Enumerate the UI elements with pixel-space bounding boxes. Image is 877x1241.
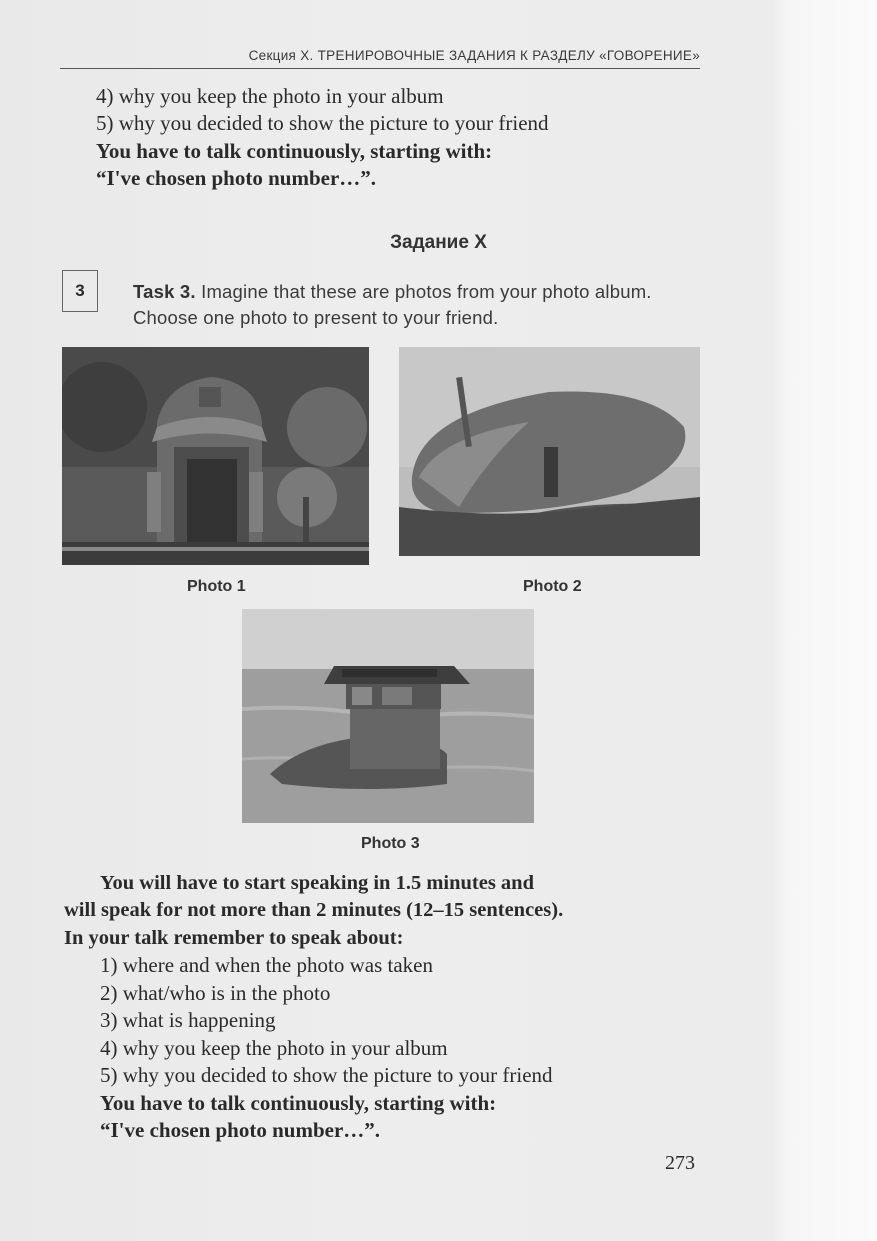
- bottom-item-1: 1) where and when the photo was taken: [100, 953, 433, 977]
- bottom-item-3: 3) what is happening: [100, 1008, 276, 1032]
- top-item-5: 5) why you decided to show the picture to your friend: [96, 111, 549, 135]
- photo-2: [399, 347, 700, 556]
- running-header: Секция X. ТРЕНИРОВОЧНЫЕ ЗАДАНИЯ К РАЗДЕЛУ «ГОВОРЕНИЕ»: [60, 48, 700, 69]
- photo-3: [242, 609, 534, 823]
- bottom-item-2: 2) what/who is in the photo: [100, 981, 331, 1005]
- top-instruction: You have to talk continuously, starting with:: [96, 139, 493, 163]
- task-text: Imagine that these are photos from your photo album. Choose one photo to present to your friend.: [133, 281, 652, 328]
- bottom-instruction: You have to talk continuously, starting with:: [100, 1091, 497, 1115]
- photo-2-caption: Photo 2: [523, 578, 582, 595]
- bottom-quote: “I've chosen photo number…”.: [100, 1118, 381, 1142]
- photo-3-caption: Photo 3: [361, 835, 420, 852]
- bottom-intro-line-1: You will have to start speaking in 1.5 minutes and: [100, 872, 534, 894]
- task-number-box: 3: [62, 270, 98, 312]
- task-description: [133, 279, 703, 331]
- bottom-item-5: 5) why you decided to show the picture to your friend: [100, 1063, 553, 1087]
- top-item-4: 4) why you keep the photo in your album: [96, 84, 444, 108]
- top-quote: “I've chosen photo number…”.: [96, 166, 377, 190]
- page-number: 273: [665, 1152, 695, 1174]
- bottom-intro-line-2: will speak for not more than 2 minutes (12–15 sentences).: [64, 899, 564, 921]
- photo-1-caption: Photo 1: [187, 578, 246, 595]
- photo-1: [62, 347, 369, 565]
- bottom-item-4: 4) why you keep the photo in your album: [100, 1036, 448, 1060]
- task-label: Task 3.: [133, 281, 196, 302]
- task-heading: Задание X: [390, 232, 487, 253]
- bottom-intro-line-3: In your talk remember to speak about:: [64, 927, 404, 949]
